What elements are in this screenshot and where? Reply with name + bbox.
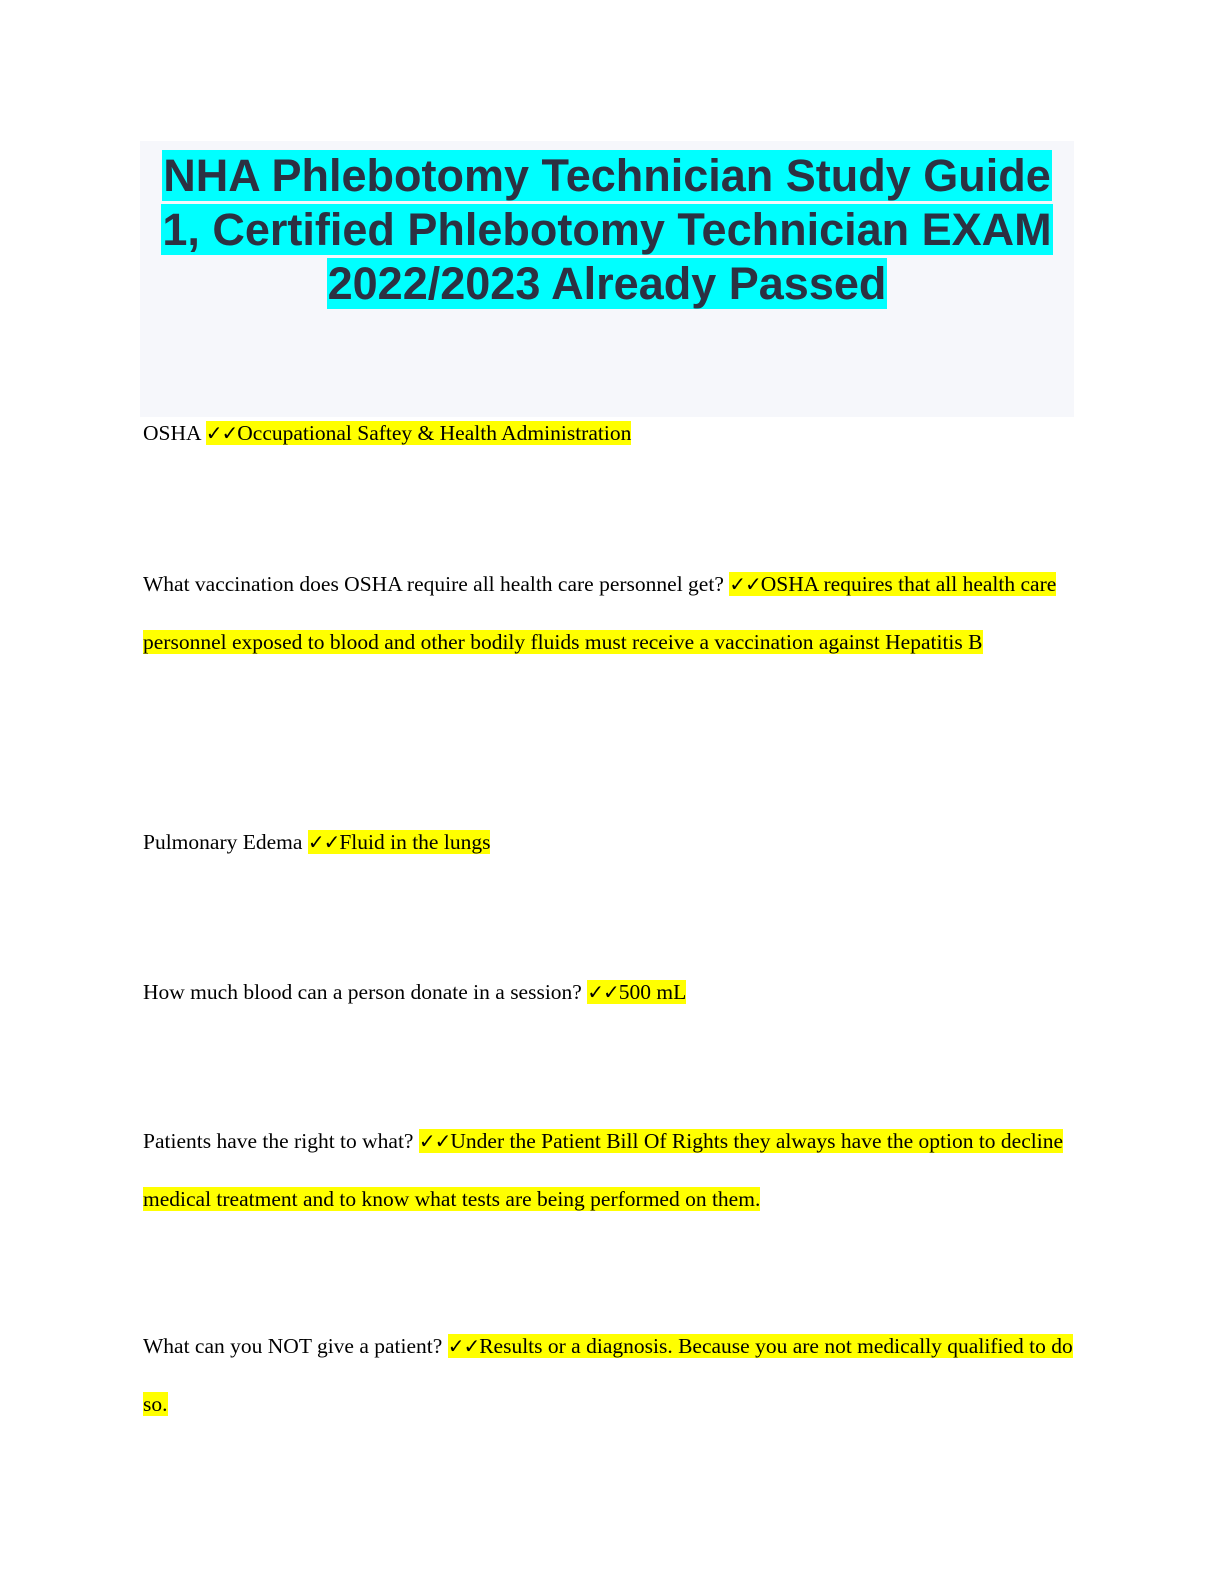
answer-text: Occupational Saftey & Health Administration bbox=[237, 421, 632, 445]
check-mark-icon: ✓✓ bbox=[587, 980, 619, 1004]
qa-item-not-give bbox=[143, 1317, 1083, 1433]
answer-highlight bbox=[206, 421, 632, 445]
answer-text: 500 mL bbox=[618, 980, 687, 1004]
title-box bbox=[140, 141, 1074, 417]
question-text: Pulmonary Edema bbox=[143, 830, 303, 854]
check-mark-icon: ✓✓ bbox=[205, 421, 238, 445]
question-text: OSHA bbox=[143, 421, 201, 445]
answer-highlight bbox=[308, 830, 491, 854]
qa-item-osha bbox=[143, 404, 1083, 462]
check-mark-icon: ✓✓ bbox=[729, 572, 761, 596]
question-text: What can you NOT give a patient? bbox=[143, 1334, 443, 1358]
answer-text: Results or a diagnosis. Because you are not medically qualified to do so. bbox=[143, 1334, 1073, 1416]
title-highlight: NHA Phlebotomy Technician Study Guide 1, Certified Phlebotomy Technician EXAM 2022/2023 Already Passed bbox=[162, 150, 1052, 309]
check-mark-icon: ✓✓ bbox=[418, 1129, 451, 1153]
question-text: How much blood can a person donate in a session? bbox=[143, 980, 582, 1004]
check-mark-icon: ✓✓ bbox=[307, 830, 340, 854]
check-mark-icon: ✓✓ bbox=[447, 1334, 480, 1358]
answer-text: Fluid in the lungs bbox=[339, 830, 491, 854]
answer-text: Under the Patient Bill Of Rights they always have the option to decline medical treatment and to know what tests are being performed on them. bbox=[143, 1129, 1063, 1211]
qa-item-patient-rights bbox=[143, 1112, 1083, 1228]
qa-item-vaccination bbox=[143, 555, 1083, 671]
question-text: Patients have the right to what? bbox=[143, 1129, 414, 1153]
qa-item-pulmonary-edema bbox=[143, 813, 1083, 871]
answer-text: OSHA requires that all health care personnel exposed to blood and other bodily fluids must receive a vaccination against Hepatitis B bbox=[143, 572, 1057, 654]
qa-item-blood-donation bbox=[143, 963, 1083, 1021]
document-title bbox=[140, 149, 1074, 311]
question-text: What vaccination does OSHA require all health care personnel get? bbox=[143, 572, 724, 596]
answer-highlight bbox=[587, 980, 686, 1004]
